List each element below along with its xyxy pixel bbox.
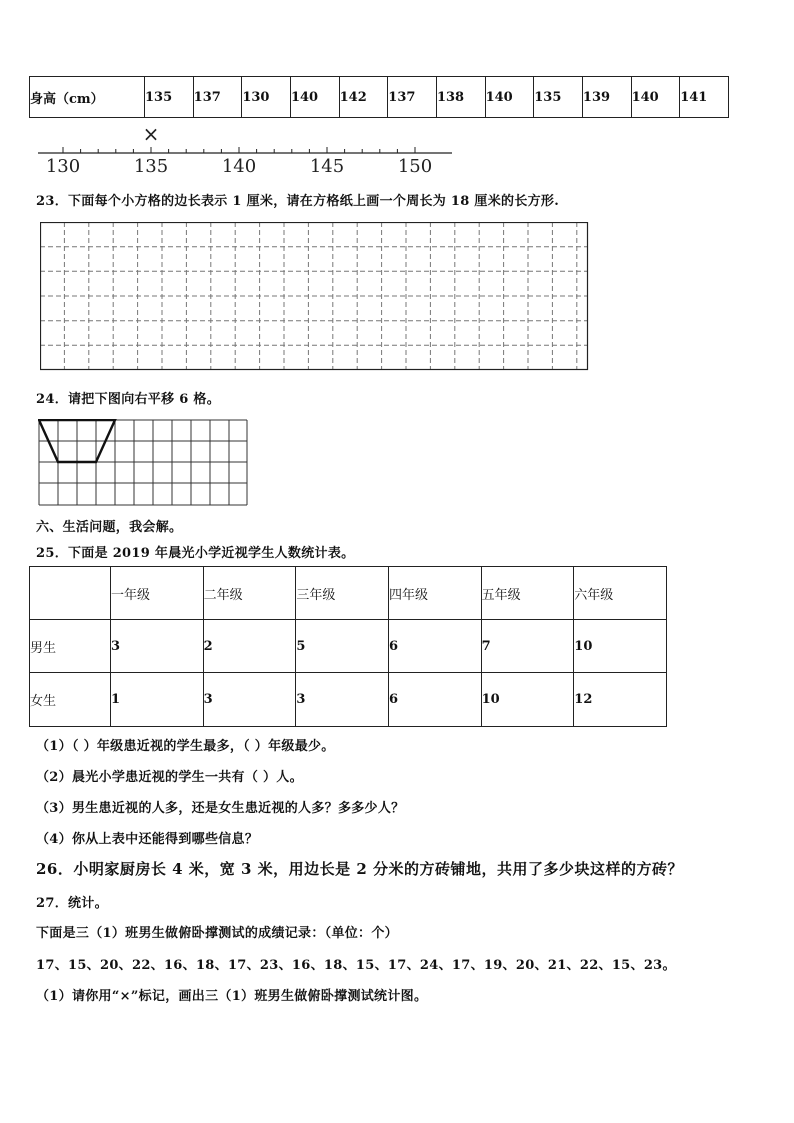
grade-header: 二年级 xyxy=(203,567,296,620)
cross-marker: × xyxy=(142,122,160,146)
question-23: 23．下面每个小方格的边长表示 1 厘米，请在方格纸上画一个周长为 18 厘米的长方形. xyxy=(36,194,560,209)
height-value-cell: 135 xyxy=(145,77,194,118)
row-label: 女生 xyxy=(30,673,111,727)
table-cell: 6 xyxy=(388,620,481,673)
question-26: 26．小明家厨房长 4 米，宽 3 米，用边长是 2 分米的方砖铺地，共用了多少块这样的方砖？ xyxy=(36,860,684,878)
tick-label: 150 xyxy=(397,156,433,177)
row-label: 男生 xyxy=(30,620,111,673)
number-line xyxy=(0,120,470,180)
table-row xyxy=(30,620,667,673)
table-cell: 6 xyxy=(388,673,481,727)
height-label-cell: 身高（cm） xyxy=(30,77,145,118)
grade-header: 四年级 xyxy=(388,567,481,620)
table-cell: 3 xyxy=(296,673,389,727)
table-cell: 10 xyxy=(481,673,574,727)
table-row xyxy=(30,673,667,727)
height-value-cell: 138 xyxy=(436,77,485,118)
table-cell: 5 xyxy=(296,620,389,673)
height-value-cell: 141 xyxy=(680,77,729,118)
height-value-cell: 137 xyxy=(388,77,437,118)
height-value-cell: 139 xyxy=(582,77,631,118)
table-cell: 7 xyxy=(481,620,574,673)
q25-sub2: （2）晨光小学患近视的学生一共有（ ）人。 xyxy=(36,770,303,785)
table-cell: 2 xyxy=(203,620,296,673)
grade-header: 六年级 xyxy=(574,567,667,620)
tick-label: 135 xyxy=(133,156,169,177)
grade-header: 五年级 xyxy=(481,567,574,620)
q25-sub1: （1）（ ）年级患近视的学生最多，（ ）年级最少。 xyxy=(36,739,335,754)
tick-label: 130 xyxy=(45,156,81,177)
height-value-cell: 140 xyxy=(290,77,339,118)
question-24: 24．请把下图向右平移 6 格。 xyxy=(36,392,220,407)
table-cell: 10 xyxy=(574,620,667,673)
question-27-title: 27．统计。 xyxy=(36,896,108,911)
myopia-table xyxy=(29,566,667,727)
dashed-grid-paper xyxy=(40,222,589,372)
question-25: 25．下面是 2019 年晨光小学近视学生人数统计表。 xyxy=(36,546,355,561)
q25-sub4: （4）你从上表中还能得到哪些信息？ xyxy=(36,832,259,847)
table-cell: 12 xyxy=(574,673,667,727)
height-value-cell: 140 xyxy=(631,77,680,118)
question-27-intro: 下面是三（1）班男生做俯卧撑测试的成绩记录：（单位：个） xyxy=(36,926,398,941)
translation-grid xyxy=(38,419,250,509)
table-row xyxy=(30,77,729,118)
table-corner-cell xyxy=(30,567,111,620)
height-value-cell: 142 xyxy=(339,77,388,118)
table-cell: 3 xyxy=(203,673,296,727)
height-value-cell: 137 xyxy=(193,77,242,118)
question-27-sub1: （1）请你用“×”标记，画出三（1）班男生做俯卧撑测试统计图。 xyxy=(36,989,428,1004)
height-table xyxy=(29,76,729,118)
table-header-row xyxy=(30,567,667,620)
tick-label: 145 xyxy=(309,156,345,177)
grade-header: 一年级 xyxy=(111,567,204,620)
table-cell: 3 xyxy=(111,620,204,673)
q25-sub3: （3）男生患近视的人多，还是女生患近视的人多？多多少人？ xyxy=(36,801,405,816)
tick-label: 140 xyxy=(221,156,257,177)
table-cell: 1 xyxy=(111,673,204,727)
question-27-data: 17、15、20、22、16、18、17、23、16、18、15、17、24、17、19、20、21、22、15、23。 xyxy=(36,958,676,973)
section-six-title: 六、生活问题，我会解。 xyxy=(36,520,183,535)
grade-header: 三年级 xyxy=(296,567,389,620)
height-value-cell: 135 xyxy=(534,77,583,118)
height-value-cell: 140 xyxy=(485,77,534,118)
height-value-cell: 130 xyxy=(242,77,291,118)
